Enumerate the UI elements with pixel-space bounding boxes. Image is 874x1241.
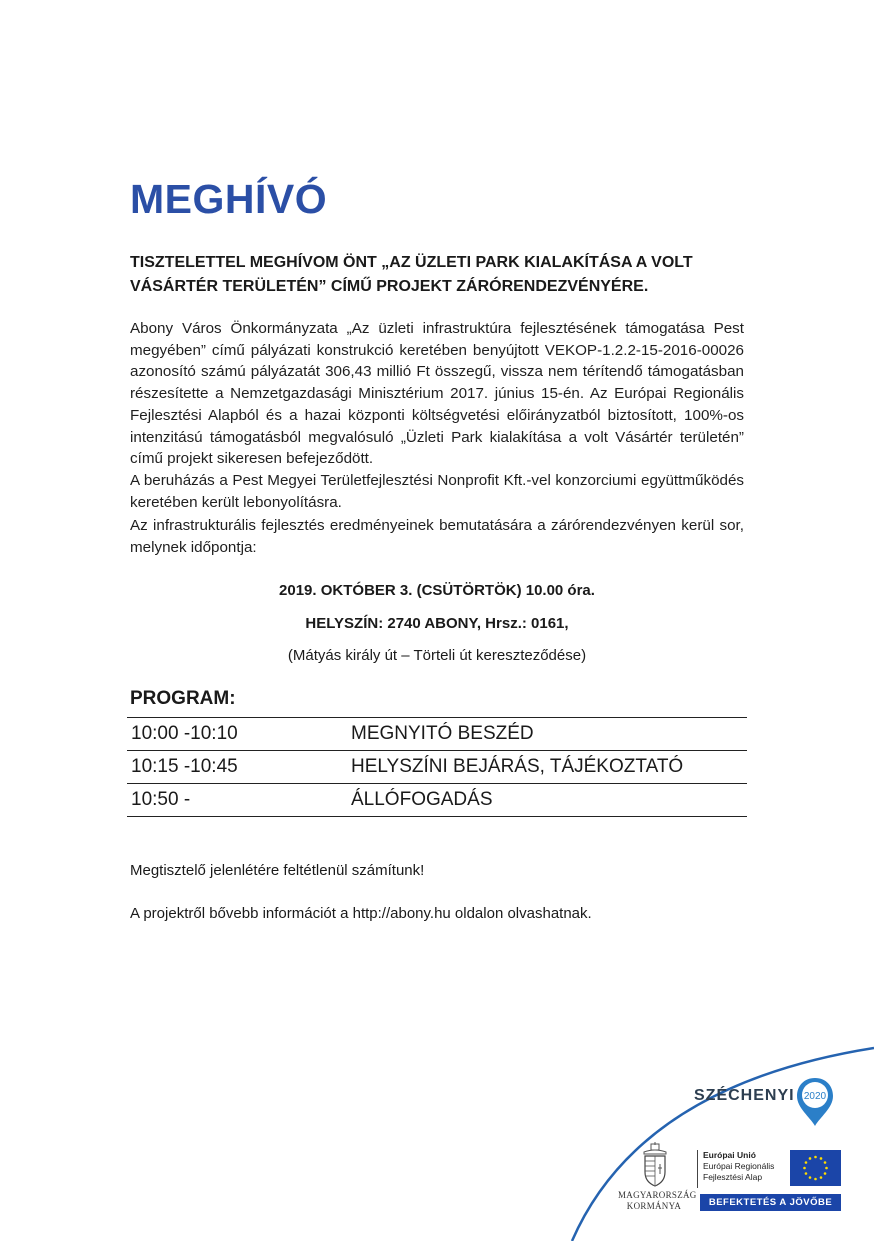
eu-flag-icon: [790, 1150, 841, 1186]
szechenyi-year: 2020: [803, 1091, 827, 1102]
eu-star: [824, 1161, 827, 1164]
table-row: [127, 751, 747, 784]
government-logo-text: [618, 1190, 697, 1212]
szechenyi-logo-text: SZÉCHENYI: [694, 1087, 795, 1104]
info-text: A projektről bővebb információt a http://abony.hu oldalon olvashatnak.: [130, 905, 592, 922]
eu-star: [805, 1161, 808, 1164]
program-time: 10:50 -: [127, 784, 347, 817]
government-line-2: KORMÁNYA: [626, 1201, 682, 1211]
eu-slogan-banner: BEFEKTETÉS A JÖVŐBE: [700, 1194, 841, 1211]
government-line-1: MAGYARORSZÁG: [618, 1190, 697, 1200]
eu-line-2: Európai Regionális: [703, 1161, 775, 1171]
location-pin-icon: [796, 1077, 834, 1127]
coat-of-arms-icon: [640, 1142, 670, 1188]
closing-text: Megtisztelő jelenlétére feltétlenül számítunk!: [130, 862, 425, 879]
page-title: MEGHÍVÓ: [130, 176, 328, 222]
eu-star: [814, 1178, 817, 1181]
program-activity: MEGNYITÓ BESZÉD: [347, 718, 747, 751]
eu-star: [820, 1157, 823, 1160]
program-activity: HELYSZÍNI BEJÁRÁS, TÁJÉKOZTATÓ: [347, 751, 747, 784]
program-time: 10:15 -10:45: [127, 751, 347, 784]
invitation-subtitle: TISZTELETTEL MEGHÍVOM ÖNT „AZ ÜZLETI PARK KIALAKÍTÁSA A VOLT VÁSÁRTÉR TERÜLETÉN” CÍMŰ PROJEKT ZÁRÓRENDEZVÉNYÉRE.: [130, 254, 693, 295]
event-date: 2019. OKTÓBER 3. (CSÜTÖRTÖK) 10.00 óra.: [279, 582, 595, 599]
event-location: HELYSZÍN: 2740 ABONY, Hrsz.: 0161,: [305, 615, 569, 632]
intro-paragraph: Abony Város Önkormányzata „Az üzleti infrastruktúra fejlesztésének támogatása Pest megyében” című pályázati konstrukció keretében benyújtott VEKOP-1.2.2-15-2016-00026 azonosító számú pályázatát 306,43 millió Ft összegű, vissza nem térítendő támogatásban részesítette a Nemzetgazdasági Minisztérium 2017. június 15-én. Az Európai Regionális Fejlesztési Alapból és a hazai központi költségvetési előirányzatból biztosított, 100%-os intenzitású támogatásból megvalósuló „Üzleti Park kialakítása a volt Vásártér területén” című projekt sikeresen befejeződött.: [130, 320, 744, 468]
table-row: [127, 784, 747, 817]
program-time: 10:00 -10:10: [127, 718, 347, 751]
eu-star: [803, 1167, 806, 1170]
eu-star: [809, 1157, 812, 1160]
table-row: [127, 718, 747, 751]
eu-star: [824, 1172, 827, 1175]
program-activity: ÁLLÓFOGADÁS: [347, 784, 747, 817]
eu-logo-text: [703, 1150, 774, 1183]
program-heading: PROGRAM:: [130, 688, 236, 709]
eu-divider: [697, 1150, 698, 1188]
event-intro-paragraph: Az infrastrukturális fejlesztés eredményeinek bemutatására a zárórendezvényen kerül sor, melynek időpontja:: [130, 517, 744, 556]
event-location-detail: (Mátyás király út – Törteli út kereszteződése): [287, 647, 587, 664]
eu-star: [820, 1176, 823, 1179]
eu-star: [814, 1156, 817, 1159]
eu-line-3: Fejlesztési Alap: [703, 1172, 763, 1182]
eu-star: [809, 1176, 812, 1179]
eu-star: [805, 1172, 808, 1175]
eu-line-1: Európai Unió: [703, 1150, 756, 1160]
program-table: [127, 717, 747, 817]
consortium-paragraph: A beruházás a Pest Megyei Területfejlesztési Nonprofit Kft.-vel konzorciumi együttműködés keretében került lebonyolításra.: [130, 472, 744, 511]
eu-star: [825, 1167, 828, 1170]
